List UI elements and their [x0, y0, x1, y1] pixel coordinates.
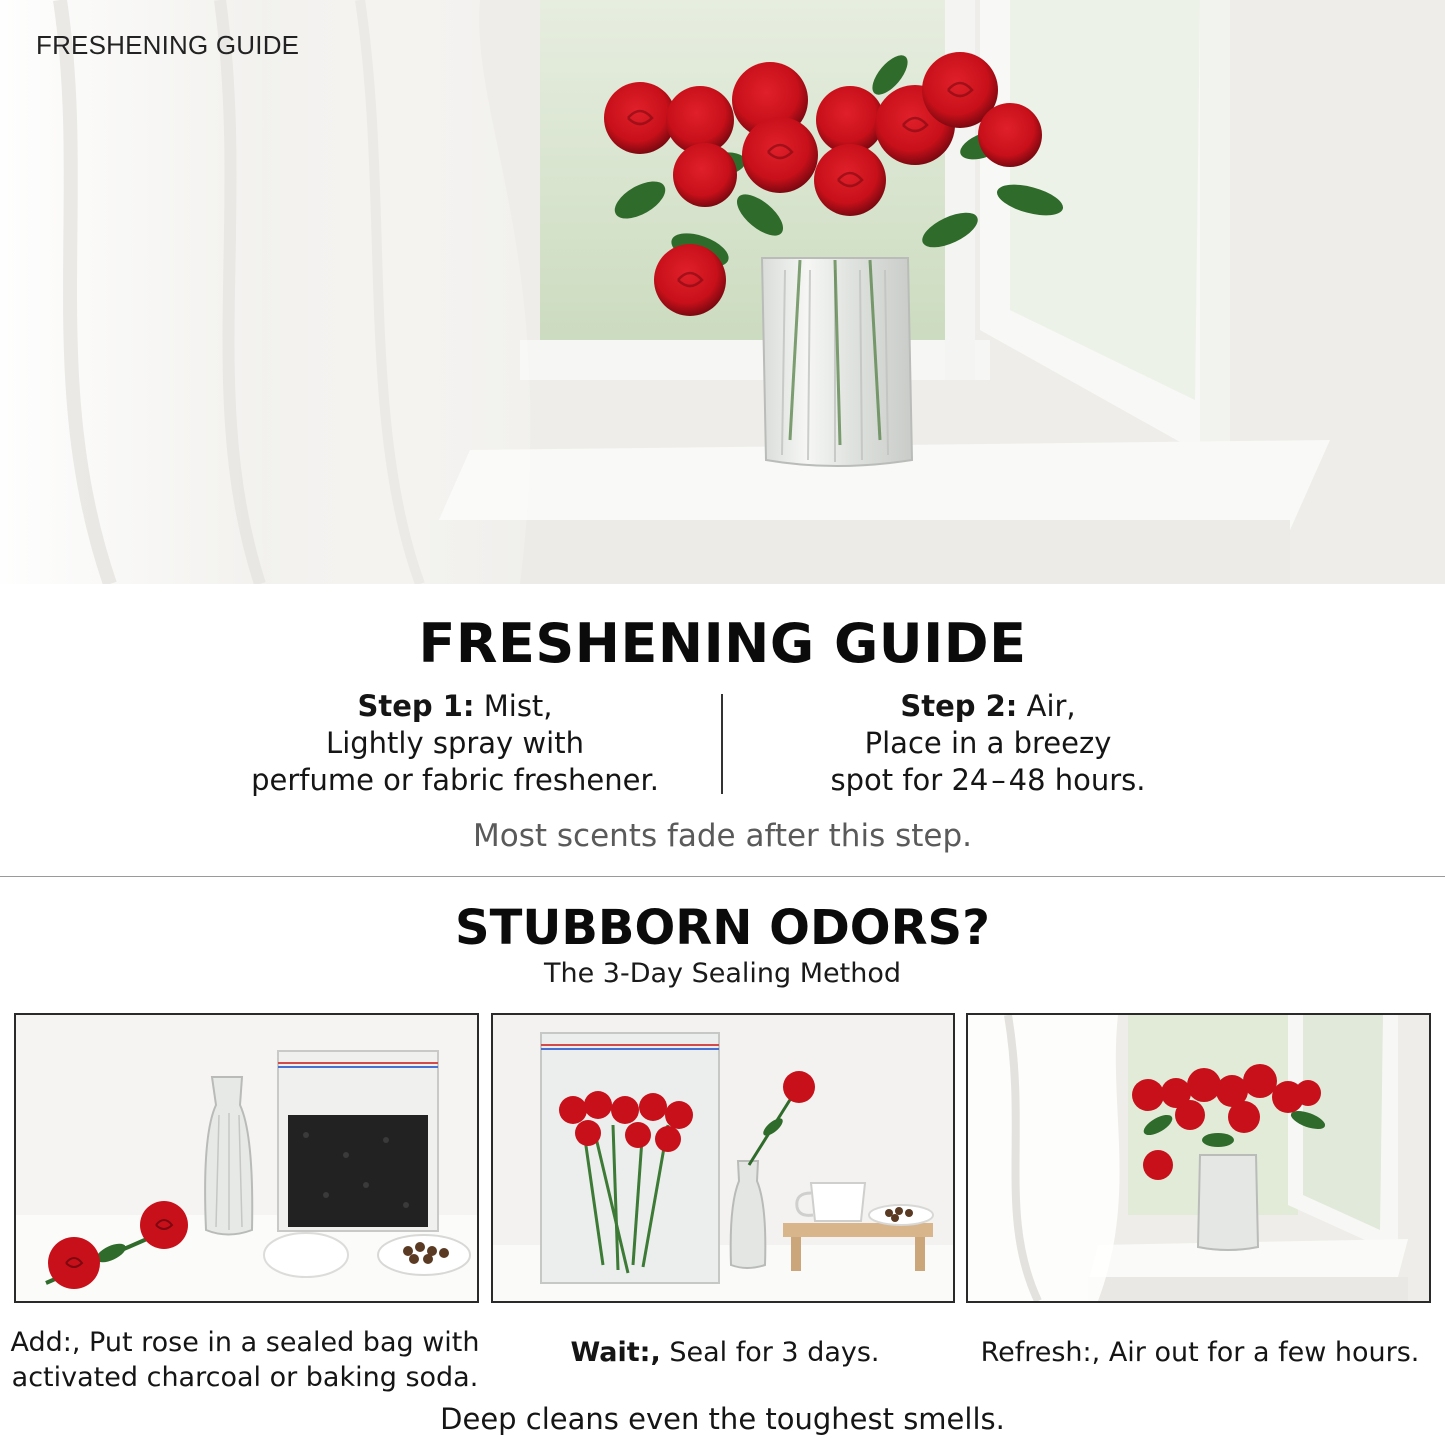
- panel-add-text1: Put rose in a sealed bag with: [89, 1327, 480, 1358]
- window-scene-illustration: [0, 0, 1445, 584]
- step-1-label: Step 1:: [357, 689, 475, 723]
- guide-note: Most scents fade after this step.: [473, 818, 972, 854]
- add-scene-illustration: [16, 1015, 477, 1301]
- step-2: [728, 688, 1248, 799]
- step-2-action: Air,: [1026, 689, 1076, 723]
- step-1-heading: [195, 688, 715, 725]
- step-1-action: Mist,: [483, 689, 553, 723]
- panel-refresh-text1: Air out for a few hours.: [1108, 1337, 1420, 1368]
- wait-scene-illustration: [493, 1015, 953, 1301]
- step-2-heading: [728, 688, 1248, 725]
- hero-tag-label: FRESHENING GUIDE: [36, 30, 300, 60]
- panel-wait-label: Wait:,: [570, 1337, 661, 1368]
- step-divider: [721, 694, 723, 794]
- panel-wait-caption: [485, 1335, 965, 1370]
- footer-tagline: Deep cleans even the toughest smells.: [440, 1402, 1005, 1436]
- hero-image: [0, 0, 1445, 584]
- step-2-line2: spot for 24 – 48 hours.: [830, 763, 1146, 797]
- step-1: [195, 688, 715, 799]
- panel-wait-image: [491, 1013, 955, 1303]
- odors-title: STUBBORN ODORS?: [455, 900, 990, 956]
- section-divider: [0, 876, 1445, 877]
- odors-subtitle: The 3-Day Sealing Method: [543, 958, 901, 989]
- step-1-line2: perfume or fabric freshener.: [251, 763, 659, 797]
- panel-wait-text1: Seal for 3 days.: [669, 1337, 880, 1368]
- panel-add-caption-line1: [5, 1325, 485, 1360]
- panel-refresh-image: [966, 1013, 1431, 1303]
- panel-refresh-caption: [960, 1335, 1440, 1370]
- panel-add-label: Add:,: [10, 1327, 81, 1358]
- panel-add-caption: [5, 1325, 485, 1395]
- step-2-line1: Place in a breezy: [864, 726, 1112, 760]
- refresh-scene-illustration: [968, 1015, 1429, 1301]
- panel-add-image: [14, 1013, 479, 1303]
- panel-refresh-label: Refresh:,: [980, 1337, 1101, 1368]
- step-1-line1: Lightly spray with: [326, 726, 584, 760]
- step-2-label: Step 2:: [900, 689, 1018, 723]
- panel-add-text2: activated charcoal or baking soda.: [11, 1362, 479, 1393]
- guide-title: FRESHENING GUIDE: [418, 612, 1027, 675]
